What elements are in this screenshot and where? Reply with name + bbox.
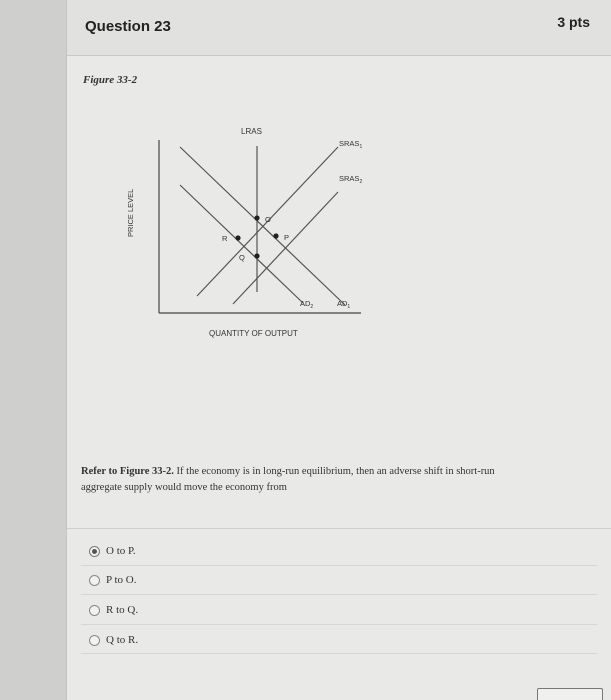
prompt-reference: Refer to Figure 33-2. xyxy=(81,466,174,477)
answer-divider xyxy=(81,594,597,595)
prompt-text: If the economy is in long-run equilibrium, then an adverse shift in short-run aggregate supply would move the economy from xyxy=(81,466,495,493)
answer-radio-3[interactable] xyxy=(89,605,100,616)
figure-label: Figure 33-2 xyxy=(83,74,138,86)
answer-label-3: R to Q. xyxy=(106,604,139,616)
ad1-line xyxy=(180,147,345,305)
point-r-marker xyxy=(235,235,240,240)
answer-option-1[interactable] xyxy=(89,541,569,561)
answer-divider xyxy=(81,653,597,654)
lras-label: LRAS xyxy=(241,127,262,136)
sras1-label: $SRAS_1$ xyxy=(339,139,363,150)
point-o-marker xyxy=(254,215,259,220)
question-card xyxy=(66,0,611,700)
point-p-label: P xyxy=(284,233,290,242)
answer-option-2[interactable] xyxy=(89,570,569,590)
y-axis-label: PRICE LEVEL xyxy=(126,188,135,237)
answer-option-3[interactable] xyxy=(89,600,569,620)
answer-radio-1[interactable] xyxy=(89,546,100,557)
answer-divider xyxy=(81,624,597,625)
answer-list xyxy=(67,528,611,700)
ad1-label: $AD_1$ xyxy=(337,299,351,310)
answer-radio-2[interactable] xyxy=(89,575,100,586)
answer-divider xyxy=(81,565,597,566)
answer-label-4: Q to R. xyxy=(106,634,139,646)
x-axis-label: QUANTITY OF OUTPUT xyxy=(209,329,298,338)
question-points: 3 pts xyxy=(557,14,590,30)
answer-label-1: O to P. xyxy=(106,545,136,557)
point-o-label: O xyxy=(265,215,271,224)
point-r-label: R xyxy=(222,234,228,243)
answer-label-2: P to O. xyxy=(106,574,137,586)
next-button[interactable] xyxy=(537,688,603,700)
question-title: Question 23 xyxy=(85,18,171,35)
answer-radio-4[interactable] xyxy=(89,635,100,646)
sras2-label: $SRAS_2$ xyxy=(339,174,363,185)
point-q-label: Q xyxy=(239,253,245,262)
point-q-marker xyxy=(254,253,259,258)
question-prompt xyxy=(81,464,521,496)
point-p-marker xyxy=(273,233,278,238)
answer-option-4[interactable] xyxy=(89,630,569,650)
ad2-label: $AD_2$ xyxy=(300,299,314,310)
